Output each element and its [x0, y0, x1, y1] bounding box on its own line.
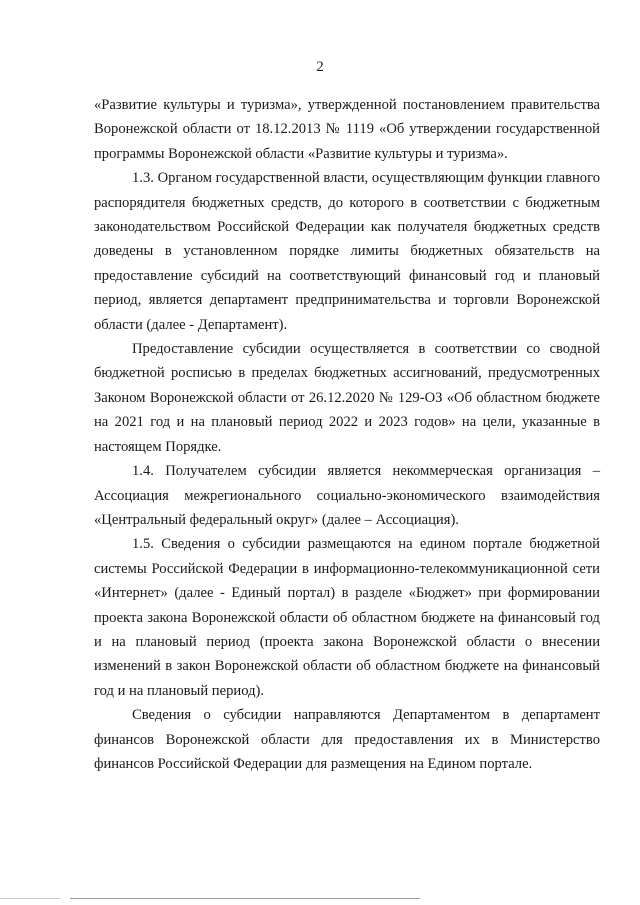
paragraph-program-reference: «Развитие культуры и туризма», утвержденной постановлением правительства Воронежской области от 18.12.2013 № 1119 «Об утверждении государственной программы Воронежской области «Развитие культуры и туризма».: [94, 97, 600, 162]
document-body: [94, 93, 600, 776]
paragraph-1-4-recipient: 1.4. Получателем субсидии является некоммерческая организация – Ассоциация межрегионального социально-экономического взаимодействия «Центральный федеральный округ» (далее – Ассоциация).: [94, 463, 600, 528]
scan-edge-line: [70, 898, 420, 899]
scan-edge-line-left: [0, 898, 60, 899]
paragraph-1-5-portal: 1.5. Сведения о субсидии размещаются на едином портале бюджетной системы Российской Федерации в информационно-телекоммуникационной сети «Интернет» (далее - Единый портал) в разделе «Бюджет» при формировании проекта закона Воронежской области об областном бюджете на финансовый год и на плановый период (проекта закона Воронежской области о внесении изменений в закон Воронежской области об областном бюджете на финансовый год и на плановый период).: [94, 536, 600, 699]
paragraph-1-3-authority: 1.3. Органом государственной власти, осуществляющим функции главного распорядителя бюджетных средств, до которого в соответствии с бюджетным законодательством Российской Федерации как получателя бюджетных средств доведены в установленном порядке лимиты бюджетных обязательств на предоставление субсидий на соответствующий финансовый год и плановый период, является департамент предпринимательства и торговли Воронежской области (далее - Департамент).: [94, 170, 600, 333]
paragraph-information-transfer: Сведения о субсидии направляются Департаментом в департамент финансов Воронежской области для предоставления их в Министерство финансов Российской Федерации для размещения на Едином портале.: [94, 707, 600, 772]
page-number: 2: [316, 59, 324, 75]
paragraph-subsidy-provision: Предоставление субсидии осуществляется в соответствии со сводной бюджетной росписью в пределах бюджетных ассигнований, предусмотренных Законом Воронежской области от 26.12.2020 № 129-ОЗ «Об областном бюджете на 2021 год и на плановый период 2022 и 2023 годов» на цели, указанные в настоящем Порядке.: [94, 341, 600, 455]
